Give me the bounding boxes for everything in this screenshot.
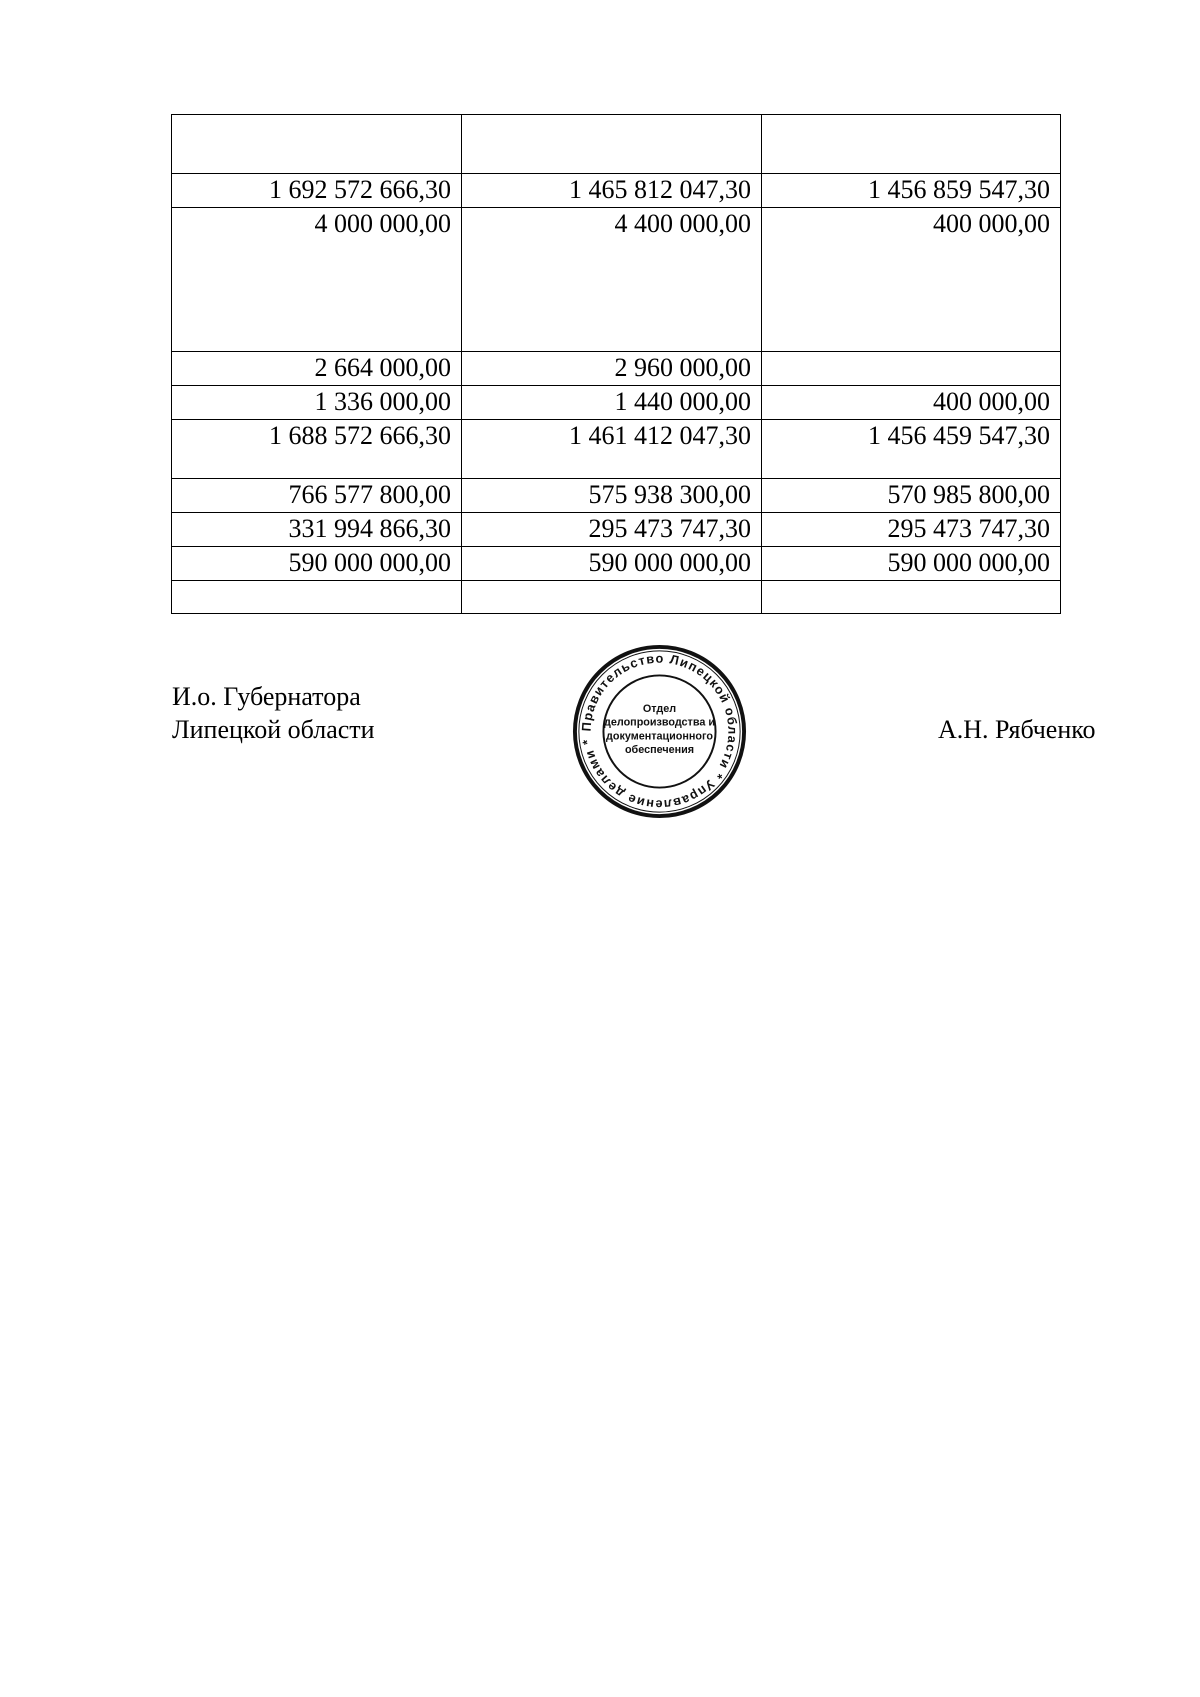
table-cell: 400 000,00 bbox=[762, 208, 1061, 352]
table-cell bbox=[462, 115, 762, 174]
table-cell: 570 985 800,00 bbox=[762, 479, 1061, 513]
table-cell: 1 440 000,00 bbox=[462, 386, 762, 420]
table-cell: 4 400 000,00 bbox=[462, 208, 762, 352]
seal-ring-text: Правительство Липецкой области * Управление делами * bbox=[578, 650, 741, 813]
table-cell: 1 465 812 047,30 bbox=[462, 174, 762, 208]
table-cell: 590 000 000,00 bbox=[462, 547, 762, 581]
table-cell: 575 938 300,00 bbox=[462, 479, 762, 513]
table-cell bbox=[762, 115, 1061, 174]
table-cell: 1 688 572 666,30 bbox=[172, 420, 462, 479]
seal-inner-line-1: Отдел bbox=[642, 702, 677, 715]
table-cell: 766 577 800,00 bbox=[172, 479, 462, 513]
table-row bbox=[172, 174, 1061, 208]
signatory-title-line-1: И.о. Губернатора bbox=[172, 682, 361, 711]
table-cell bbox=[462, 581, 762, 614]
table-row bbox=[172, 513, 1061, 547]
seal-inner-line-4: обеспечения bbox=[624, 744, 695, 757]
table-cell: 1 692 572 666,30 bbox=[172, 174, 462, 208]
signatory-name: А.Н. Рябченко bbox=[938, 715, 1096, 744]
table-row bbox=[172, 581, 1061, 614]
table-row bbox=[172, 547, 1061, 581]
table-cell: 1 456 859 547,30 bbox=[762, 174, 1061, 208]
table-row bbox=[172, 420, 1061, 479]
table-cell: 331 994 866,30 bbox=[172, 513, 462, 547]
table-cell: 590 000 000,00 bbox=[172, 547, 462, 581]
table-row bbox=[172, 208, 1061, 352]
seal-graphic bbox=[571, 643, 748, 820]
table-cell: 295 473 747,30 bbox=[462, 513, 762, 547]
signatory-title bbox=[172, 680, 375, 746]
table-cell bbox=[172, 115, 462, 174]
table-row bbox=[172, 386, 1061, 420]
seal-inner-line-3: документационного bbox=[606, 730, 713, 743]
table-cell: 295 473 747,30 bbox=[762, 513, 1061, 547]
table-cell: 1 336 000,00 bbox=[172, 386, 462, 420]
table-cell: 1 461 412 047,30 bbox=[462, 420, 762, 479]
table-row bbox=[172, 352, 1061, 386]
table-row bbox=[172, 479, 1061, 513]
table-cell bbox=[172, 581, 462, 614]
table-row bbox=[172, 115, 1061, 174]
table-cell bbox=[762, 581, 1061, 614]
table-cell: 1 456 459 547,30 bbox=[762, 420, 1061, 479]
seal-inner-line-2: делопроизводства и bbox=[604, 716, 715, 729]
table-cell: 2 960 000,00 bbox=[462, 352, 762, 386]
budget-table bbox=[171, 114, 1061, 614]
table-cell: 590 000 000,00 bbox=[762, 547, 1061, 581]
table-cell: 400 000,00 bbox=[762, 386, 1061, 420]
signatory-title-line-2: Липецкой области bbox=[172, 715, 375, 744]
official-seal bbox=[571, 643, 748, 820]
table-cell: 4 000 000,00 bbox=[172, 208, 462, 352]
table-cell: 2 664 000,00 bbox=[172, 352, 462, 386]
table-cell bbox=[762, 352, 1061, 386]
